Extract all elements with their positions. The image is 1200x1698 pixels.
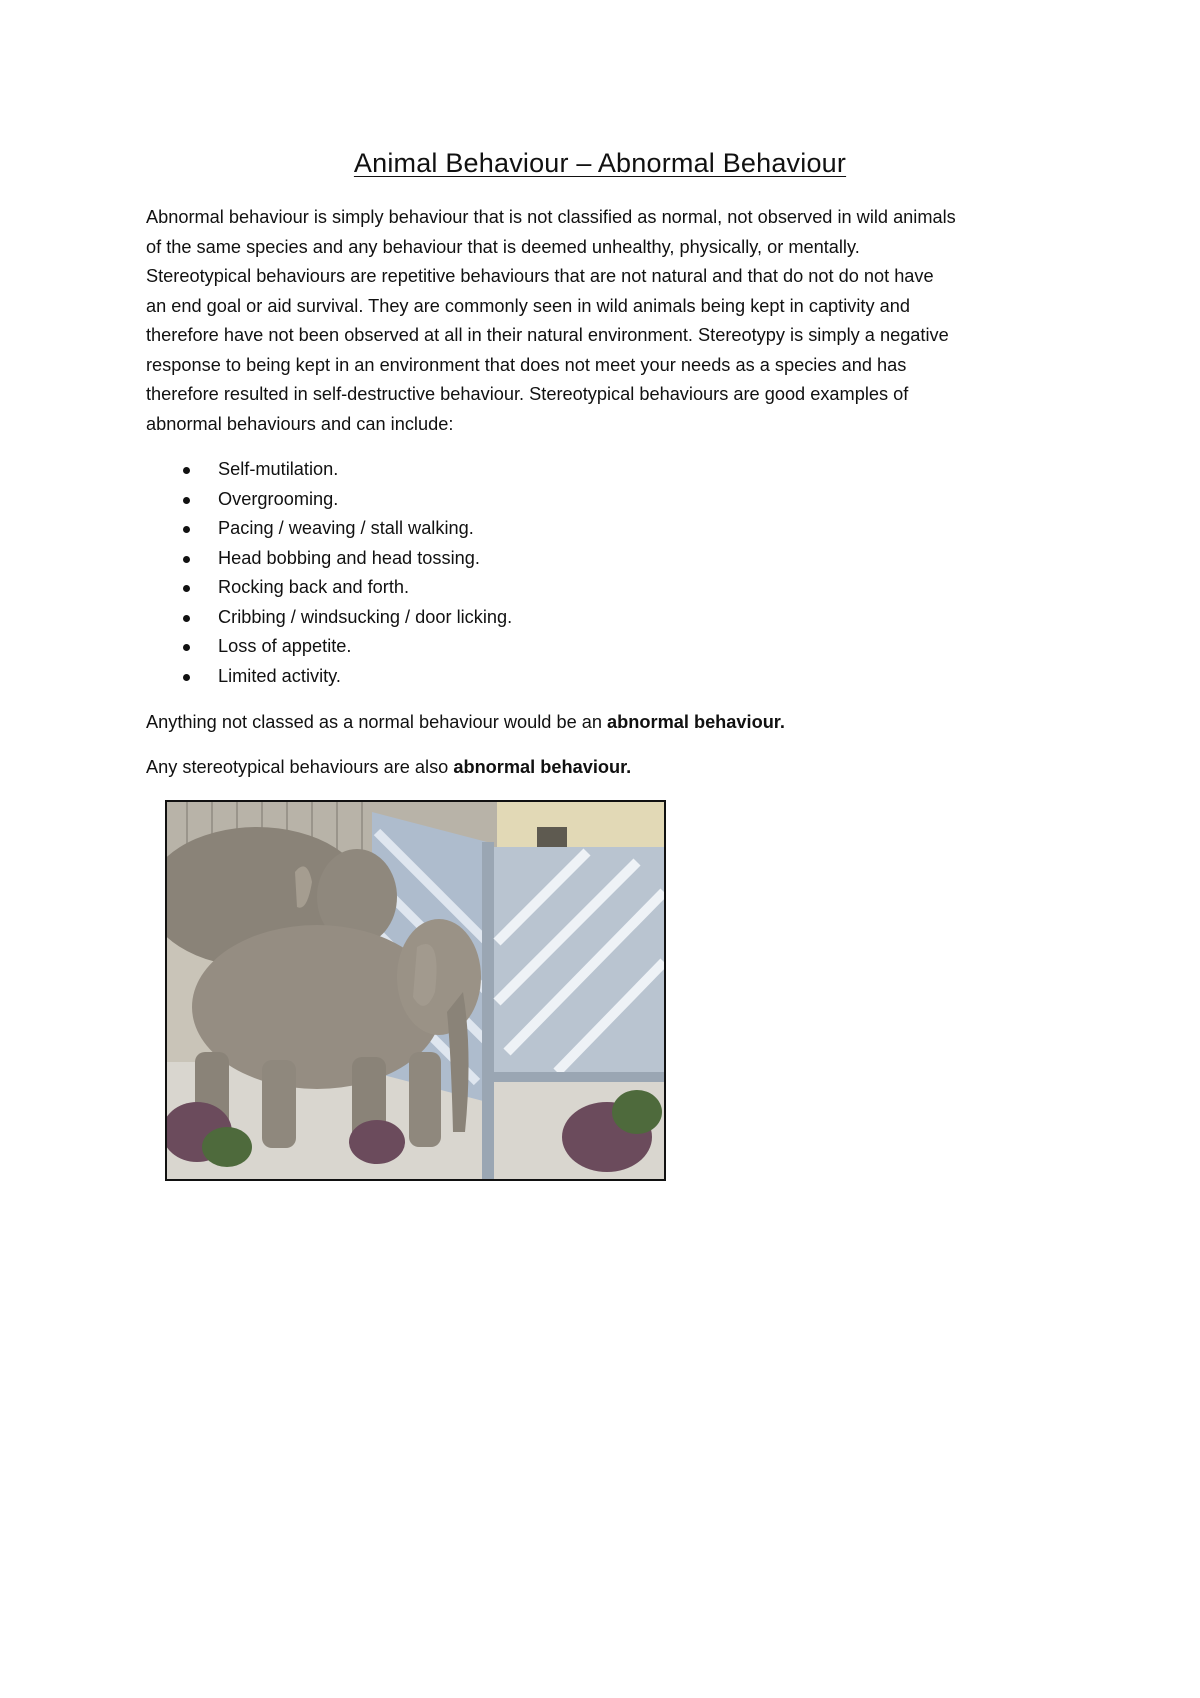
list-item-label: Overgrooming. (218, 488, 339, 509)
intro-line: an end goal or aid survival. They are commonly seen in wild animals being kept in captivity and (146, 295, 910, 316)
intro-line: therefore resulted in self-destructive behaviour. Stereotypical behaviours are good examples of (146, 384, 909, 404)
list-item-label: Limited activity. (218, 665, 341, 686)
closing-text: Any stereotypical behaviours are also (146, 757, 454, 777)
intro-line: response to being kept in an environment that does not meet your needs as a species and has (146, 354, 907, 375)
list-item (146, 544, 746, 574)
bullet-icon (183, 556, 190, 563)
list-item (146, 455, 746, 485)
behaviour-list (146, 455, 746, 691)
intro-paragraph (146, 203, 1066, 439)
elephant-photo (165, 800, 666, 1181)
list-item-label: Loss of appetite. (218, 636, 352, 656)
list-item (146, 573, 746, 603)
page-title: Animal Behaviour – Abnormal Behaviour (353, 148, 847, 178)
bullet-icon (183, 615, 190, 622)
list-item-label: Rocking back and forth. (218, 577, 410, 597)
intro-line: Abnormal behaviour is simply behaviour that is not classified as normal, not observed in wild animals (146, 207, 956, 227)
bullet-icon (183, 644, 190, 651)
closing-paragraph-2 (146, 753, 1066, 783)
intro-line: abnormal behaviours and can include: (146, 413, 454, 434)
bullet-icon (183, 467, 190, 474)
bullet-icon (183, 585, 190, 592)
closing-bold: abnormal behaviour. (607, 712, 785, 732)
elephant-illustration (167, 802, 664, 1179)
list-item-label: Head bobbing and head tossing. (218, 547, 480, 568)
bullet-icon (183, 674, 190, 681)
list-item (146, 662, 746, 692)
intro-line: of the same species and any behaviour that is deemed unhealthy, physically, or mentally. (146, 236, 860, 257)
intro-line: therefore have not been observed at all in their natural environment. Stereotypy is simply a negative (146, 325, 949, 345)
closing-text: Anything not classed as a normal behaviour would be an (146, 712, 608, 732)
closing-paragraph-1 (146, 708, 1066, 738)
intro-line: Stereotypical behaviours are repetitive behaviours that are not natural and that do not do not have (146, 266, 934, 286)
list-item-label: Cribbing / windsucking / door licking. (218, 606, 513, 627)
list-item (146, 603, 746, 633)
list-item (146, 514, 746, 544)
bullet-icon (183, 526, 190, 533)
list-item (146, 485, 746, 515)
closing-bold: abnormal behaviour. (453, 757, 632, 777)
bullet-icon (183, 497, 190, 504)
list-item-label: Pacing / weaving / stall walking. (218, 518, 474, 538)
list-item-label: Self-mutilation. (218, 459, 339, 479)
list-item (146, 632, 746, 662)
